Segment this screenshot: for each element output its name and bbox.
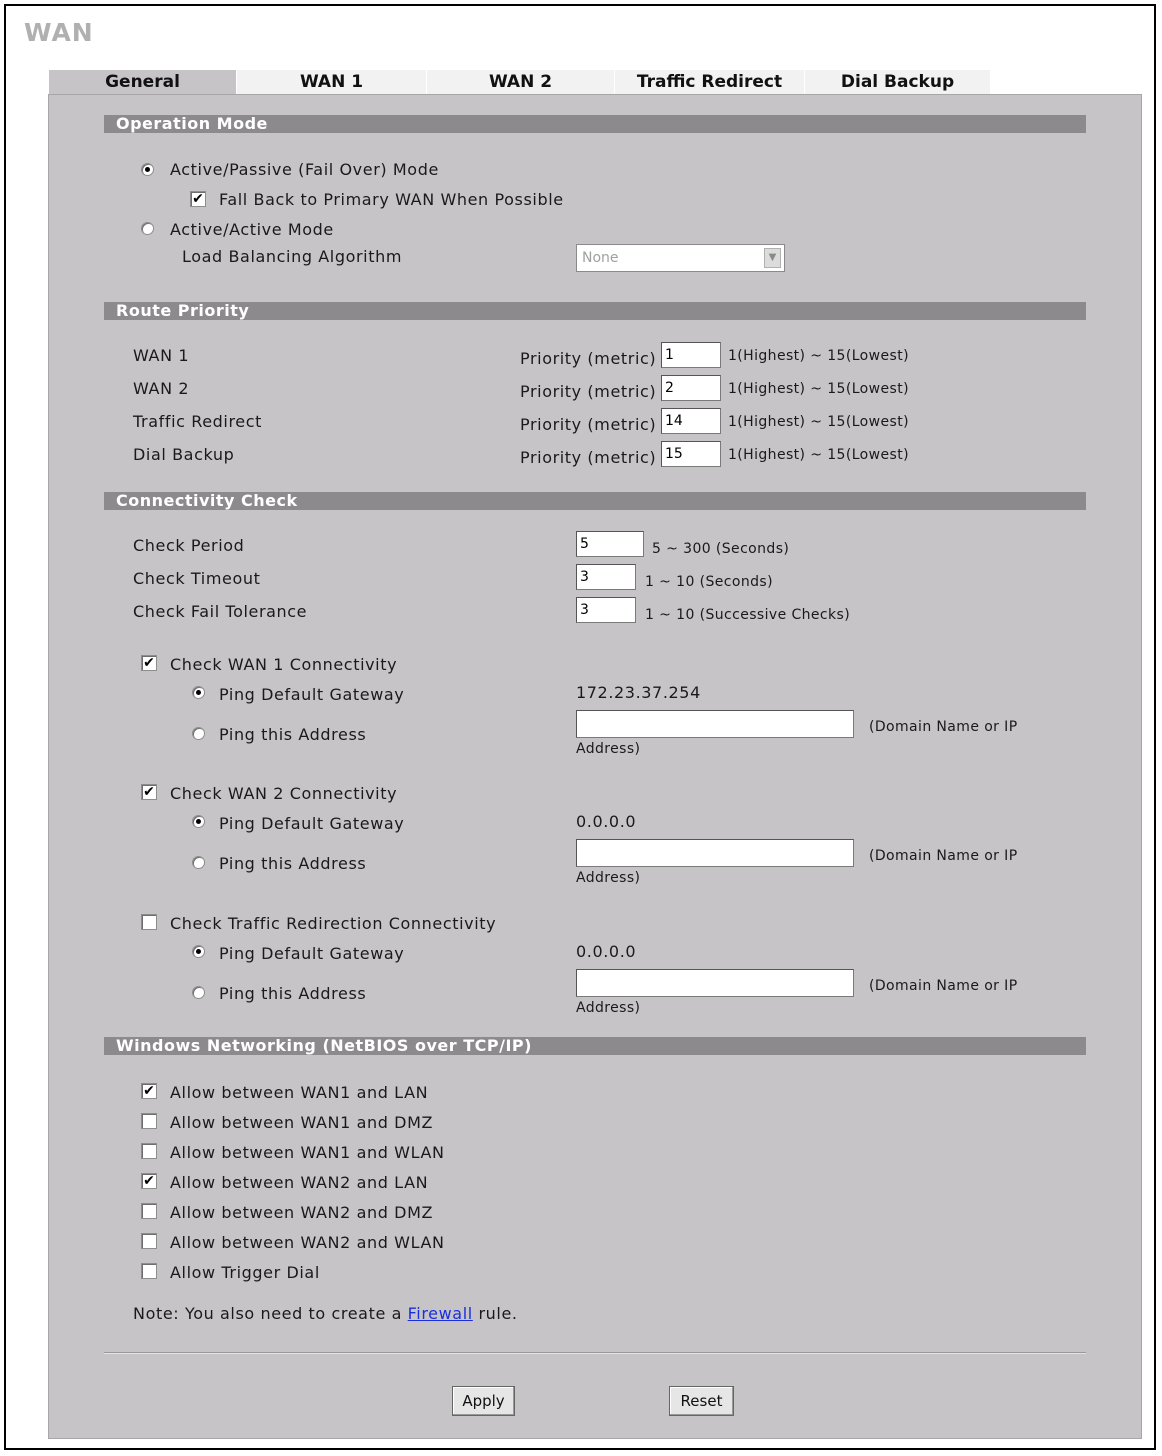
allow-wan2-dmz-checkbox[interactable] [141,1203,157,1219]
wan1-gateway-ip: 172.23.37.254 [576,683,701,702]
wan2-ping-address-label: Ping this Address [219,854,367,873]
priority-input-dial-backup[interactable]: 15 [661,441,721,467]
check-wan1-checkbox[interactable]: ✔ [141,655,157,671]
active-active-label: Active/Active Mode [170,220,334,239]
wan1-ping-gateway-radio[interactable] [192,686,205,699]
check-timeout-label: Check Timeout [133,569,261,588]
check-wan1-label: Check WAN 1 Connectivity [170,655,398,674]
allow-wan1-wlan-label: Allow between WAN1 and WLAN [170,1143,445,1162]
check-tolerance-input[interactable]: 3 [576,597,636,623]
priority-label: Priority (metric) [520,382,657,401]
priority-label: Priority (metric) [520,415,657,434]
check-tolerance-hint: 1 ~ 10 (Successive Checks) [645,607,851,623]
note-suffix: rule. [472,1304,518,1323]
check-redirect-label: Check Traffic Redirection Connectivity [170,914,497,933]
wan1-address-input[interactable] [576,710,854,738]
load-balancing-value: None [582,250,619,266]
allow-trigger-dial-checkbox[interactable] [141,1263,157,1279]
active-passive-radio[interactable] [141,163,154,176]
domain-hint: (Domain Name or IP [869,978,1018,994]
tab-traffic-redirect[interactable]: Traffic Redirect [614,70,804,94]
domain-hint-cont: Address) [576,870,641,886]
route-name-traffic-redirect: Traffic Redirect [133,412,262,431]
priority-hint: 1(Highest) ~ 15(Lowest) [728,348,909,364]
wan1-ping-gateway-label: Ping Default Gateway [219,685,405,704]
wan2-ping-address-radio[interactable] [192,856,205,869]
page-title: WAN [24,18,94,47]
check-timeout-input[interactable]: 3 [576,564,636,590]
section-operation-mode: Operation Mode [104,115,1086,133]
check-wan2-checkbox[interactable]: ✔ [141,784,157,800]
tab-wan1[interactable]: WAN 1 [236,70,426,94]
tab-bar [48,70,990,94]
redirect-address-input[interactable] [576,969,854,997]
wan2-address-input[interactable] [576,839,854,867]
allow-wan1-dmz-checkbox[interactable] [141,1113,157,1129]
route-name-wan1: WAN 1 [133,346,190,365]
tab-wan2[interactable]: WAN 2 [426,70,614,94]
reset-button[interactable]: Reset [669,1386,734,1416]
allow-wan2-lan-checkbox[interactable]: ✔ [141,1173,157,1189]
divider [104,1352,1086,1354]
apply-button[interactable]: Apply [452,1386,515,1416]
allow-wan2-dmz-label: Allow between WAN2 and DMZ [170,1203,434,1222]
priority-hint: 1(Highest) ~ 15(Lowest) [728,414,909,430]
check-tolerance-label: Check Fail Tolerance [133,602,308,621]
wan2-ping-gateway-label: Ping Default Gateway [219,814,405,833]
tab-general[interactable]: General [48,70,236,94]
domain-hint-cont: Address) [576,1000,641,1016]
wan1-ping-address-label: Ping this Address [219,725,367,744]
wan2-gateway-ip: 0.0.0.0 [576,812,637,831]
allow-wan1-wlan-checkbox[interactable] [141,1143,157,1159]
priority-input-wan1[interactable]: 1 [661,342,721,368]
redirect-gateway-ip: 0.0.0.0 [576,942,637,961]
wan2-ping-gateway-radio[interactable] [192,815,205,828]
active-active-radio[interactable] [141,222,154,235]
firewall-link[interactable]: Firewall [407,1304,473,1323]
note-prefix: Note: You also need to create a [133,1304,408,1323]
priority-label: Priority (metric) [520,448,657,467]
redirect-ping-address-label: Ping this Address [219,984,367,1003]
allow-wan1-lan-label: Allow between WAN1 and LAN [170,1083,429,1102]
redirect-ping-gateway-radio[interactable] [192,945,205,958]
fall-back-label: Fall Back to Primary WAN When Possible [219,190,564,209]
allow-trigger-dial-label: Allow Trigger Dial [170,1263,320,1282]
domain-hint: (Domain Name or IP [869,719,1018,735]
route-name-dial-backup: Dial Backup [133,445,235,464]
priority-hint: 1(Highest) ~ 15(Lowest) [728,381,909,397]
section-netbios: Windows Networking (NetBIOS over TCP/IP) [104,1037,1086,1055]
allow-wan2-wlan-label: Allow between WAN2 and WLAN [170,1233,445,1252]
priority-input-traffic-redirect[interactable]: 14 [661,408,721,434]
allow-wan1-dmz-label: Allow between WAN1 and DMZ [170,1113,434,1132]
check-redirect-checkbox[interactable] [141,914,157,930]
active-passive-label: Active/Passive (Fail Over) Mode [170,160,439,179]
check-period-hint: 5 ~ 300 (Seconds) [652,541,790,557]
section-connectivity-check: Connectivity Check [104,492,1086,510]
allow-wan1-lan-checkbox[interactable]: ✔ [141,1083,157,1099]
check-timeout-hint: 1 ~ 10 (Seconds) [645,574,773,590]
allow-wan2-lan-label: Allow between WAN2 and LAN [170,1173,429,1192]
priority-label: Priority (metric) [520,349,657,368]
route-name-wan2: WAN 2 [133,379,190,398]
wan1-ping-address-radio[interactable] [192,727,205,740]
check-wan2-label: Check WAN 2 Connectivity [170,784,398,803]
load-balancing-select[interactable] [576,244,785,272]
chevron-down-icon: ▼ [764,248,781,268]
domain-hint: (Domain Name or IP [869,848,1018,864]
check-period-label: Check Period [133,536,245,555]
domain-hint-cont: Address) [576,741,641,757]
allow-wan2-wlan-checkbox[interactable] [141,1233,157,1249]
firewall-note [133,1304,518,1323]
redirect-ping-address-radio[interactable] [192,986,205,999]
priority-input-wan2[interactable]: 2 [661,375,721,401]
tab-dial-backup[interactable]: Dial Backup [804,70,990,94]
section-route-priority: Route Priority [104,302,1086,320]
check-period-input[interactable]: 5 [576,531,644,557]
priority-hint: 1(Highest) ~ 15(Lowest) [728,447,909,463]
load-balancing-label: Load Balancing Algorithm [182,247,403,266]
fall-back-checkbox[interactable]: ✔ [190,191,206,207]
redirect-ping-gateway-label: Ping Default Gateway [219,944,405,963]
